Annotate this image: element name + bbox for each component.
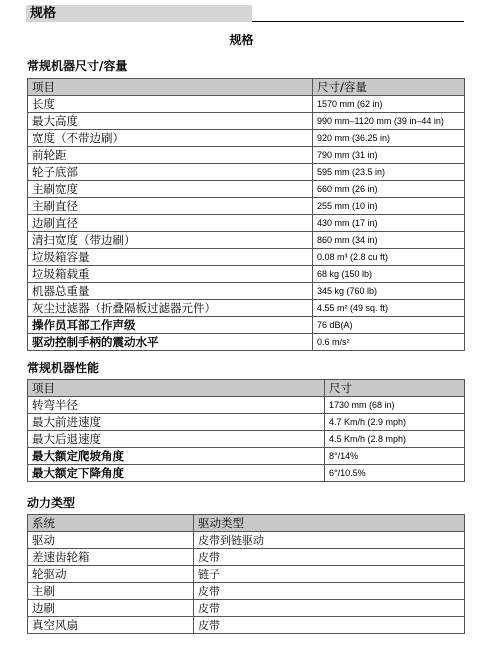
row-item-label: 机器总重量 <box>28 283 313 300</box>
power-table <box>27 514 465 634</box>
row-item-label: 最大后退速度 <box>28 431 325 448</box>
row-value: 68 kg (150 lb) <box>313 266 465 283</box>
table-row <box>28 232 465 249</box>
row-item-label: 垃圾箱容量 <box>28 249 313 266</box>
column-header: 系统 <box>28 515 194 532</box>
row-item-label: 操作员耳部工作声级 <box>28 317 313 334</box>
row-value: 0.6 m/s² <box>313 334 465 351</box>
table-row <box>28 600 465 617</box>
header-bar <box>26 5 252 22</box>
table-row <box>28 617 465 634</box>
table-row <box>28 532 465 549</box>
row-value: 皮带到链驱动 <box>194 532 465 549</box>
row-value: 860 mm (34 in) <box>313 232 465 249</box>
table-row <box>28 549 465 566</box>
row-value: 990 mm–1120 mm (39 in–44 in) <box>313 113 465 130</box>
table-row <box>28 431 465 448</box>
table-row <box>28 249 465 266</box>
row-value: 345 kg (760 lb) <box>313 283 465 300</box>
section-title-dimensions: 常规机器尺寸/容量 <box>27 59 128 73</box>
header-section-label: 规格 <box>30 6 57 21</box>
table-row <box>28 164 465 181</box>
row-item-label: 主刷宽度 <box>28 181 313 198</box>
table-row <box>28 130 465 147</box>
table-row <box>28 448 465 465</box>
column-header: 尺寸 <box>325 380 465 397</box>
section-title-performance: 常规机器性能 <box>27 361 100 375</box>
row-value: 皮带 <box>194 583 465 600</box>
row-value: 4.5 Km/h (2.8 mph) <box>325 431 465 448</box>
table-row <box>28 113 465 130</box>
table-header-row <box>28 515 465 532</box>
table-row <box>28 215 465 232</box>
row-value: 0.08 m³ (2.8 cu ft) <box>313 249 465 266</box>
dimensions-table <box>27 78 465 351</box>
row-item-label: 长度 <box>28 96 313 113</box>
row-value: 皮带 <box>194 617 465 634</box>
row-value: 4.55 m² (49 sq. ft) <box>313 300 465 317</box>
section-title-power: 动力类型 <box>27 496 76 510</box>
page-title: 规格 <box>229 33 254 47</box>
table-row <box>28 317 465 334</box>
header-rule <box>252 21 464 22</box>
row-item-label: 垃圾箱载重 <box>28 266 313 283</box>
table-row <box>28 198 465 215</box>
row-value: 76 dB(A) <box>313 317 465 334</box>
table-row <box>28 300 465 317</box>
table-row <box>28 566 465 583</box>
row-item-label: 最大额定爬坡角度 <box>28 448 325 465</box>
table-header-row <box>28 380 465 397</box>
row-item-label: 最大高度 <box>28 113 313 130</box>
row-item-label: 边刷 <box>28 600 194 617</box>
table-header-row <box>28 79 465 96</box>
row-value: 430 mm (17 in) <box>313 215 465 232</box>
row-value: 255 mm (10 in) <box>313 198 465 215</box>
table-row <box>28 397 465 414</box>
table-row <box>28 96 465 113</box>
row-item-label: 真空风扇 <box>28 617 194 634</box>
row-item-label: 前轮距 <box>28 147 313 164</box>
row-item-label: 驱动控制手柄的震动水平 <box>28 334 313 351</box>
row-value: 8°/14% <box>325 448 465 465</box>
row-value: 660 mm (26 in) <box>313 181 465 198</box>
row-value: 皮带 <box>194 549 465 566</box>
row-value: 4.7 Km/h (2.9 mph) <box>325 414 465 431</box>
row-item-label: 宽度（不带边刷） <box>28 130 313 147</box>
row-value: 1730 mm (68 in) <box>325 397 465 414</box>
row-item-label: 轮驱动 <box>28 566 194 583</box>
row-item-label: 转弯半径 <box>28 397 325 414</box>
table-row <box>28 266 465 283</box>
row-item-label: 最大额定下降角度 <box>28 465 325 482</box>
column-header: 驱动类型 <box>194 515 465 532</box>
row-item-label: 差速齿轮箱 <box>28 549 194 566</box>
performance-table <box>27 379 465 482</box>
table-row <box>28 334 465 351</box>
row-value: 1570 mm (62 in) <box>313 96 465 113</box>
column-header: 项目 <box>28 79 313 96</box>
column-header: 尺寸/容量 <box>313 79 465 96</box>
table-row <box>28 414 465 431</box>
row-item-label: 主刷直径 <box>28 198 313 215</box>
column-header: 项目 <box>28 380 325 397</box>
row-item-label: 灰尘过滤器（折叠隔板过滤器元件） <box>28 300 313 317</box>
table-row <box>28 147 465 164</box>
row-value: 790 mm (31 in) <box>313 147 465 164</box>
row-item-label: 轮子底部 <box>28 164 313 181</box>
row-item-label: 最大前进速度 <box>28 414 325 431</box>
table-row <box>28 181 465 198</box>
row-value: 595 mm (23.5 in) <box>313 164 465 181</box>
table-row <box>28 465 465 482</box>
row-item-label: 驱动 <box>28 532 194 549</box>
row-item-label: 边刷直径 <box>28 215 313 232</box>
row-value: 皮带 <box>194 600 465 617</box>
table-row <box>28 283 465 300</box>
row-item-label: 清扫宽度（带边刷） <box>28 232 313 249</box>
row-value: 920 mm (36.25 in) <box>313 130 465 147</box>
row-value: 链子 <box>194 566 465 583</box>
table-row <box>28 583 465 600</box>
row-item-label: 主刷 <box>28 583 194 600</box>
row-value: 6°/10.5% <box>325 465 465 482</box>
